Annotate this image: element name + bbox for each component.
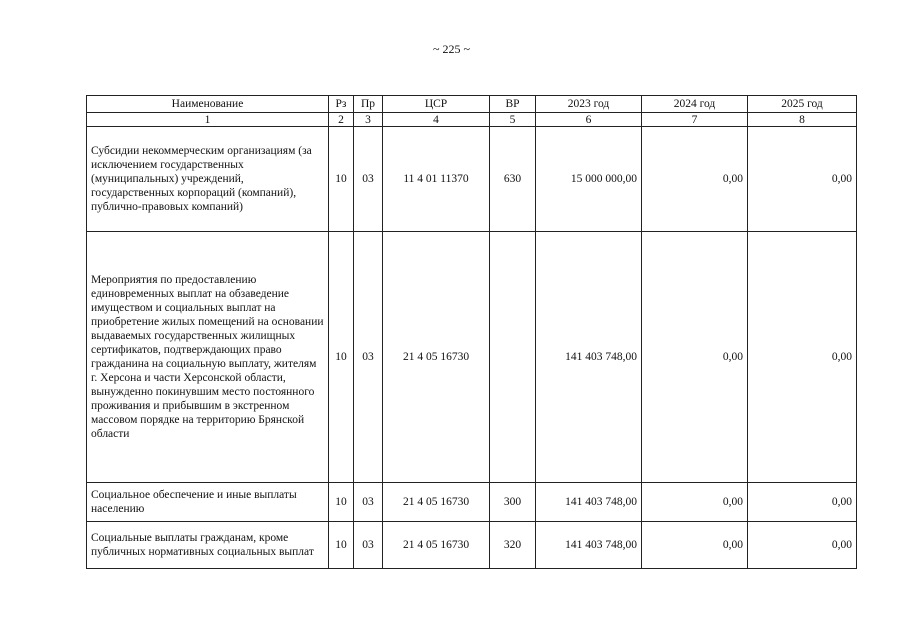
row-pr: 03 <box>354 127 383 232</box>
header-2024: 2024 год <box>642 96 748 113</box>
header-2025: 2025 год <box>748 96 857 113</box>
col-number: 8 <box>748 113 857 127</box>
col-number: 3 <box>354 113 383 127</box>
row-2025: 0,00 <box>748 522 857 569</box>
row-rz: 10 <box>329 483 354 522</box>
row-rz: 10 <box>329 522 354 569</box>
header-name: Наименование <box>87 96 329 113</box>
col-number: 1 <box>87 113 329 127</box>
row-2025: 0,00 <box>748 127 857 232</box>
row-csr: 11 4 01 11370 <box>383 127 490 232</box>
table-row <box>87 232 857 483</box>
row-vr: 320 <box>490 522 536 569</box>
row-rz: 10 <box>329 232 354 483</box>
row-vr: 300 <box>490 483 536 522</box>
row-name: Мероприятия по предоставлению единовременных выплат на обзаведение имуществом и социальных выплат на приобретение жилых помещений на основании выдаваемых государственных жилищных сертификатов, подтверждающих право гражданина на социальную выплату, жителям г. Херсона и части Херсонской области, вынужденно покинувшим место постоянного проживания и прибывшим в экстренном массовом порядке на территорию Брянской области <box>87 232 329 483</box>
header-rz: Рз <box>329 96 354 113</box>
row-name: Социальные выплаты гражданам, кроме публичных нормативных социальных выплат <box>87 522 329 569</box>
col-number: 4 <box>383 113 490 127</box>
table-row <box>87 127 857 232</box>
row-csr: 21 4 05 16730 <box>383 483 490 522</box>
row-2023: 141 403 748,00 <box>536 522 642 569</box>
row-vr <box>490 232 536 483</box>
row-2023: 141 403 748,00 <box>536 483 642 522</box>
row-pr: 03 <box>354 232 383 483</box>
header-vr: ВР <box>490 96 536 113</box>
budget-table <box>86 95 857 569</box>
row-2025: 0,00 <box>748 232 857 483</box>
col-number: 7 <box>642 113 748 127</box>
page-number: ~ 225 ~ <box>433 42 470 56</box>
row-2024: 0,00 <box>642 483 748 522</box>
row-vr: 630 <box>490 127 536 232</box>
row-rz: 10 <box>329 127 354 232</box>
row-name: Субсидии некоммерческим организациям (за исключением государственных (муниципальных) учреждений, государственных корпораций (компаний), публично-правовых компаний) <box>87 127 329 232</box>
row-pr: 03 <box>354 483 383 522</box>
col-number: 2 <box>329 113 354 127</box>
table-row <box>87 522 857 569</box>
header-row <box>87 96 857 113</box>
row-name: Социальное обеспечение и иные выплаты населению <box>87 483 329 522</box>
row-2024: 0,00 <box>642 127 748 232</box>
header-pr: Пр <box>354 96 383 113</box>
row-csr: 21 4 05 16730 <box>383 522 490 569</box>
column-number-row <box>87 113 857 127</box>
col-number: 6 <box>536 113 642 127</box>
row-2023: 141 403 748,00 <box>536 232 642 483</box>
header-2023: 2023 год <box>536 96 642 113</box>
row-pr: 03 <box>354 522 383 569</box>
row-2023: 15 000 000,00 <box>536 127 642 232</box>
row-2024: 0,00 <box>642 232 748 483</box>
row-csr: 21 4 05 16730 <box>383 232 490 483</box>
header-csr: ЦСР <box>383 96 490 113</box>
table-row <box>87 483 857 522</box>
row-2025: 0,00 <box>748 483 857 522</box>
row-2024: 0,00 <box>642 522 748 569</box>
col-number: 5 <box>490 113 536 127</box>
